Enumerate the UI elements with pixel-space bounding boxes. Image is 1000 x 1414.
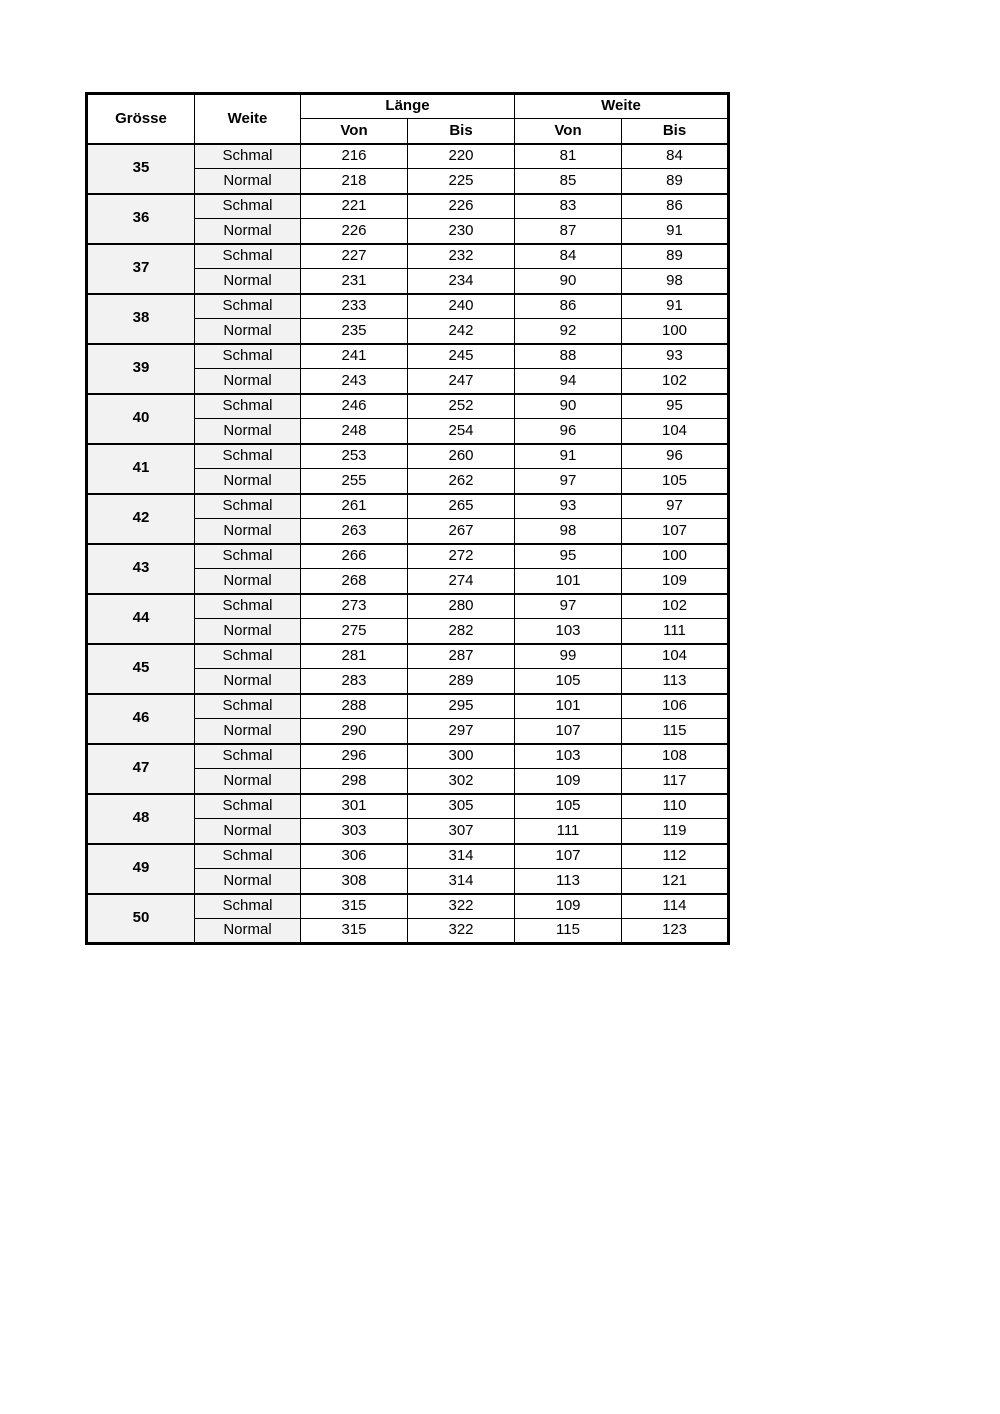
cell-laenge-von: 248 — [301, 419, 408, 444]
cell-weite-bis: 93 — [622, 344, 729, 369]
cell-laenge-von: 243 — [301, 369, 408, 394]
cell-weite-bis: 89 — [622, 169, 729, 194]
cell-laenge-von: 281 — [301, 644, 408, 669]
cell-laenge-von: 231 — [301, 269, 408, 294]
header-weite: Weite — [195, 94, 301, 144]
cell-weite-von: 90 — [515, 269, 622, 294]
cell-weite-label: Schmal — [195, 594, 301, 619]
cell-laenge-von: 303 — [301, 819, 408, 844]
cell-weite-bis: 108 — [622, 744, 729, 769]
cell-laenge-von: 275 — [301, 619, 408, 644]
table-row — [87, 694, 729, 719]
cell-groesse: 36 — [87, 194, 195, 244]
cell-weite-von: 107 — [515, 844, 622, 869]
cell-laenge-bis: 322 — [408, 894, 515, 919]
cell-laenge-bis: 305 — [408, 794, 515, 819]
cell-weite-label: Schmal — [195, 194, 301, 219]
cell-weite-label: Schmal — [195, 494, 301, 519]
cell-groesse: 40 — [87, 394, 195, 444]
table-row — [87, 744, 729, 769]
cell-weite-label: Schmal — [195, 444, 301, 469]
cell-laenge-bis: 260 — [408, 444, 515, 469]
cell-weite-label: Normal — [195, 319, 301, 344]
cell-weite-bis: 96 — [622, 444, 729, 469]
table-row — [87, 244, 729, 269]
cell-weite-von: 90 — [515, 394, 622, 419]
cell-laenge-von: 246 — [301, 394, 408, 419]
cell-weite-label: Normal — [195, 169, 301, 194]
cell-weite-von: 85 — [515, 169, 622, 194]
cell-laenge-bis: 287 — [408, 644, 515, 669]
cell-laenge-von: 226 — [301, 219, 408, 244]
cell-weite-label: Schmal — [195, 344, 301, 369]
cell-laenge-von: 296 — [301, 744, 408, 769]
cell-laenge-bis: 225 — [408, 169, 515, 194]
cell-laenge-bis: 242 — [408, 319, 515, 344]
cell-laenge-von: 298 — [301, 769, 408, 794]
cell-groesse: 47 — [87, 744, 195, 794]
cell-weite-bis: 112 — [622, 844, 729, 869]
cell-weite-bis: 91 — [622, 294, 729, 319]
cell-laenge-von: 268 — [301, 569, 408, 594]
cell-weite-von: 101 — [515, 569, 622, 594]
cell-laenge-bis: 302 — [408, 769, 515, 794]
cell-laenge-von: 235 — [301, 319, 408, 344]
cell-laenge-bis: 289 — [408, 669, 515, 694]
header-weite-von: Von — [515, 119, 622, 144]
cell-laenge-bis: 226 — [408, 194, 515, 219]
cell-laenge-bis: 314 — [408, 844, 515, 869]
cell-weite-label: Schmal — [195, 544, 301, 569]
cell-weite-von: 95 — [515, 544, 622, 569]
cell-weite-von: 96 — [515, 419, 622, 444]
cell-laenge-von: 290 — [301, 719, 408, 744]
cell-weite-label: Normal — [195, 669, 301, 694]
cell-laenge-bis: 245 — [408, 344, 515, 369]
table-row — [87, 444, 729, 469]
cell-laenge-von: 301 — [301, 794, 408, 819]
cell-weite-label: Schmal — [195, 894, 301, 919]
cell-laenge-bis: 220 — [408, 144, 515, 169]
cell-weite-bis: 106 — [622, 694, 729, 719]
cell-laenge-von: 255 — [301, 469, 408, 494]
cell-weite-bis: 104 — [622, 419, 729, 444]
cell-groesse: 50 — [87, 894, 195, 944]
cell-weite-bis: 117 — [622, 769, 729, 794]
table-row — [87, 394, 729, 419]
cell-weite-bis: 113 — [622, 669, 729, 694]
cell-weite-von: 97 — [515, 594, 622, 619]
cell-laenge-von: 266 — [301, 544, 408, 569]
cell-weite-label: Normal — [195, 819, 301, 844]
cell-groesse: 42 — [87, 494, 195, 544]
table-row — [87, 144, 729, 169]
cell-laenge-von: 233 — [301, 294, 408, 319]
table-row — [87, 344, 729, 369]
cell-weite-label: Schmal — [195, 294, 301, 319]
cell-weite-von: 94 — [515, 369, 622, 394]
header-weite-bis: Bis — [622, 119, 729, 144]
cell-laenge-von: 315 — [301, 894, 408, 919]
cell-weite-label: Normal — [195, 619, 301, 644]
cell-laenge-bis: 240 — [408, 294, 515, 319]
header-laenge-von: Von — [301, 119, 408, 144]
cell-weite-label: Schmal — [195, 394, 301, 419]
cell-weite-von: 105 — [515, 669, 622, 694]
cell-laenge-von: 315 — [301, 919, 408, 944]
cell-laenge-bis: 265 — [408, 494, 515, 519]
cell-weite-von: 105 — [515, 794, 622, 819]
table-row — [87, 894, 729, 919]
cell-laenge-bis: 297 — [408, 719, 515, 744]
cell-laenge-bis: 262 — [408, 469, 515, 494]
cell-laenge-von: 283 — [301, 669, 408, 694]
cell-groesse: 35 — [87, 144, 195, 194]
cell-weite-label: Normal — [195, 469, 301, 494]
cell-laenge-bis: 234 — [408, 269, 515, 294]
cell-weite-label: Normal — [195, 269, 301, 294]
cell-weite-label: Normal — [195, 519, 301, 544]
table-row — [87, 194, 729, 219]
cell-weite-von: 92 — [515, 319, 622, 344]
table-row — [87, 294, 729, 319]
table-row — [87, 544, 729, 569]
cell-weite-bis: 115 — [622, 719, 729, 744]
cell-weite-von: 83 — [515, 194, 622, 219]
table-header-row-groups — [87, 94, 729, 119]
cell-weite-label: Normal — [195, 369, 301, 394]
cell-weite-von: 113 — [515, 869, 622, 894]
cell-groesse: 37 — [87, 244, 195, 294]
cell-weite-label: Schmal — [195, 644, 301, 669]
cell-weite-bis: 109 — [622, 569, 729, 594]
cell-weite-von: 103 — [515, 744, 622, 769]
cell-weite-bis: 105 — [622, 469, 729, 494]
cell-weite-von: 103 — [515, 619, 622, 644]
cell-weite-von: 115 — [515, 919, 622, 944]
cell-weite-bis: 119 — [622, 819, 729, 844]
cell-laenge-bis: 274 — [408, 569, 515, 594]
cell-groesse: 46 — [87, 694, 195, 744]
cell-weite-bis: 102 — [622, 594, 729, 619]
cell-laenge-von: 308 — [301, 869, 408, 894]
cell-groesse: 48 — [87, 794, 195, 844]
header-laenge-bis: Bis — [408, 119, 515, 144]
cell-laenge-von: 253 — [301, 444, 408, 469]
cell-weite-von: 81 — [515, 144, 622, 169]
cell-weite-bis: 89 — [622, 244, 729, 269]
cell-weite-label: Normal — [195, 919, 301, 944]
cell-weite-bis: 114 — [622, 894, 729, 919]
cell-weite-bis: 100 — [622, 319, 729, 344]
cell-weite-von: 97 — [515, 469, 622, 494]
cell-laenge-bis: 280 — [408, 594, 515, 619]
cell-laenge-bis: 314 — [408, 869, 515, 894]
shoe-size-table — [85, 92, 730, 945]
cell-groesse: 45 — [87, 644, 195, 694]
cell-weite-label: Schmal — [195, 694, 301, 719]
cell-weite-bis: 104 — [622, 644, 729, 669]
table-row — [87, 644, 729, 669]
cell-groesse: 44 — [87, 594, 195, 644]
cell-weite-bis: 102 — [622, 369, 729, 394]
cell-weite-label: Normal — [195, 569, 301, 594]
cell-laenge-bis: 295 — [408, 694, 515, 719]
table-header — [87, 94, 729, 144]
cell-laenge-bis: 232 — [408, 244, 515, 269]
cell-laenge-von: 273 — [301, 594, 408, 619]
cell-laenge-von: 216 — [301, 144, 408, 169]
cell-weite-bis: 86 — [622, 194, 729, 219]
cell-weite-bis: 111 — [622, 619, 729, 644]
cell-laenge-von: 227 — [301, 244, 408, 269]
cell-laenge-bis: 272 — [408, 544, 515, 569]
cell-weite-von: 109 — [515, 894, 622, 919]
table-row — [87, 844, 729, 869]
cell-laenge-von: 221 — [301, 194, 408, 219]
cell-weite-bis: 121 — [622, 869, 729, 894]
cell-laenge-von: 263 — [301, 519, 408, 544]
cell-laenge-von: 306 — [301, 844, 408, 869]
cell-weite-bis: 123 — [622, 919, 729, 944]
cell-weite-von: 107 — [515, 719, 622, 744]
cell-weite-von: 99 — [515, 644, 622, 669]
cell-laenge-bis: 307 — [408, 819, 515, 844]
cell-weite-bis: 98 — [622, 269, 729, 294]
cell-weite-label: Schmal — [195, 244, 301, 269]
cell-weite-label: Normal — [195, 719, 301, 744]
table-row — [87, 494, 729, 519]
cell-weite-bis: 107 — [622, 519, 729, 544]
cell-weite-von: 98 — [515, 519, 622, 544]
cell-laenge-bis: 322 — [408, 919, 515, 944]
cell-weite-von: 86 — [515, 294, 622, 319]
table-row — [87, 794, 729, 819]
cell-laenge-bis: 300 — [408, 744, 515, 769]
cell-laenge-bis: 267 — [408, 519, 515, 544]
cell-weite-von: 84 — [515, 244, 622, 269]
cell-laenge-von: 218 — [301, 169, 408, 194]
header-weite-group: Weite — [515, 94, 729, 119]
cell-laenge-bis: 282 — [408, 619, 515, 644]
size-chart-container — [85, 92, 729, 945]
cell-laenge-von: 261 — [301, 494, 408, 519]
cell-groesse: 39 — [87, 344, 195, 394]
cell-weite-label: Schmal — [195, 794, 301, 819]
table-body — [87, 144, 729, 944]
cell-weite-von: 111 — [515, 819, 622, 844]
cell-weite-label: Schmal — [195, 744, 301, 769]
cell-weite-von: 88 — [515, 344, 622, 369]
cell-weite-von: 91 — [515, 444, 622, 469]
cell-laenge-bis: 254 — [408, 419, 515, 444]
cell-weite-label: Normal — [195, 769, 301, 794]
cell-groesse: 49 — [87, 844, 195, 894]
cell-weite-label: Normal — [195, 419, 301, 444]
cell-groesse: 41 — [87, 444, 195, 494]
cell-weite-label: Normal — [195, 219, 301, 244]
table-row — [87, 594, 729, 619]
cell-weite-bis: 100 — [622, 544, 729, 569]
cell-laenge-bis: 252 — [408, 394, 515, 419]
cell-weite-bis: 84 — [622, 144, 729, 169]
cell-laenge-von: 241 — [301, 344, 408, 369]
cell-weite-von: 93 — [515, 494, 622, 519]
cell-weite-von: 87 — [515, 219, 622, 244]
cell-weite-bis: 110 — [622, 794, 729, 819]
cell-weite-label: Schmal — [195, 844, 301, 869]
cell-laenge-bis: 247 — [408, 369, 515, 394]
cell-laenge-bis: 230 — [408, 219, 515, 244]
cell-weite-bis: 97 — [622, 494, 729, 519]
cell-weite-label: Normal — [195, 869, 301, 894]
cell-laenge-von: 288 — [301, 694, 408, 719]
header-groesse: Grösse — [87, 94, 195, 144]
cell-weite-bis: 91 — [622, 219, 729, 244]
cell-groesse: 43 — [87, 544, 195, 594]
cell-weite-von: 101 — [515, 694, 622, 719]
cell-weite-label: Schmal — [195, 144, 301, 169]
cell-groesse: 38 — [87, 294, 195, 344]
cell-weite-bis: 95 — [622, 394, 729, 419]
header-laenge-group: Länge — [301, 94, 515, 119]
cell-weite-von: 109 — [515, 769, 622, 794]
